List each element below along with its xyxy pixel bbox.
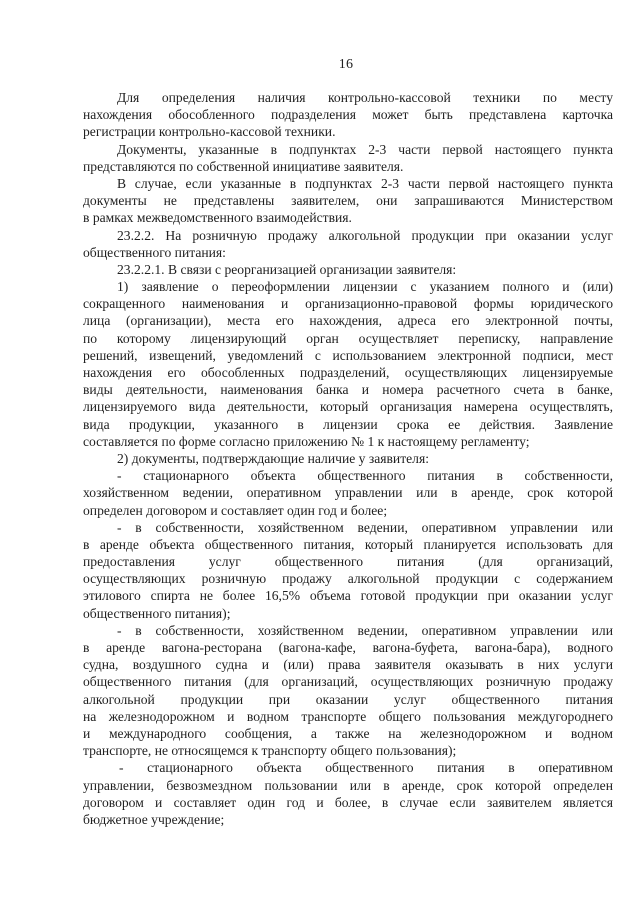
text-line: договором и составляет один год и более, в случае если заявителем является bbox=[83, 794, 613, 810]
text-line: алкогольной продукции при оказании услуг общественного питания bbox=[83, 691, 613, 707]
text-line: предоставления услуг общественного питания (для организаций, bbox=[83, 554, 613, 570]
text-line: 23.2.2.1. В связи с реорганизацией организации заявителя: bbox=[117, 261, 457, 277]
text-line: составляется по форме согласно приложению № 1 к настоящему регламенту; bbox=[83, 433, 530, 449]
text-line: осуществляющих розничную продажу алкогольной продукции с содержанием bbox=[83, 571, 613, 587]
text-line: представляются по собственной инициативе заявителя. bbox=[83, 158, 404, 174]
text-line: транспорте, не относящемся к транспорту общего пользования); bbox=[83, 743, 457, 759]
text-line: управлении, безвозмездном пользовании или в аренде, срок которой определен bbox=[83, 777, 613, 793]
text-line: и международного сообщения, а также на железнодорожном и водном bbox=[83, 725, 613, 741]
text-line: В случае, если указанные в подпунктах 2-3 части первой настоящего пункта bbox=[117, 175, 613, 191]
text-line: сокращенного наименования и организационно-правовой формы юридического bbox=[83, 296, 613, 312]
text-line: лица (организации), места его нахождения, адреса его электронной почты, bbox=[83, 313, 613, 329]
text-line: вида продукции, указанного в лицензии срока ее действия. Заявление bbox=[83, 416, 613, 432]
text-line: - в собственности, хозяйственном ведении, оперативном управлении или bbox=[117, 622, 613, 638]
text-line: лицензируемого вида деятельности, который организация намерена осуществлять, bbox=[83, 399, 613, 415]
text-line: определен договором и составляет один год и более; bbox=[83, 502, 388, 518]
text-line: Для определения наличия контрольно-кассовой техники по месту bbox=[117, 90, 613, 105]
text-line: общественного питания: bbox=[83, 244, 226, 260]
text-line: в аренде вагона-ресторана (вагона-кафе, вагона-буфета, вагона-бара), водного bbox=[83, 640, 613, 655]
text-line: 2) документы, подтверждающие наличие у заявителя: bbox=[117, 450, 429, 466]
text-line: нахождения обособленного подразделения может быть представлена карточка bbox=[83, 107, 613, 123]
text-line: регистрации контрольно-кассовой техники. bbox=[83, 124, 336, 140]
text-line: нахождения его обособленных подразделений, осуществляющих лицензируемые bbox=[83, 365, 613, 380]
text-line: в рамках межведомственного взаимодействия. bbox=[83, 210, 352, 226]
text-line: на железнодорожном и водном транспорте общего пользования междугороднего bbox=[83, 708, 613, 724]
page-number: 16 bbox=[338, 57, 354, 72]
text-line: по которому лицензирующий орган осуществляет переписку, направление bbox=[83, 330, 613, 346]
text-line: хозяйственном ведении, оперативном управлении или в аренде, срок которой bbox=[83, 485, 613, 501]
text-line: этилового спирта не более 16,5% объема готовой продукции при оказании услуг bbox=[83, 588, 613, 604]
text-line: документы не представлены заявителем, они запрашиваются Министерством bbox=[83, 193, 613, 209]
text-line: общественного питания (для организаций, осуществляющих розничную продажу bbox=[83, 674, 613, 690]
text-line: - стационарного объекта общественного питания в собственности, bbox=[117, 468, 613, 484]
text-line: 23.2.2. На розничную продажу алкогольной продукции при оказании услуг bbox=[117, 227, 613, 243]
text-line: Документы, указанные в подпунктах 2-3 части первой настоящего пункта bbox=[117, 141, 613, 157]
text-line: - стационарного объекта общественного питания в оперативном bbox=[119, 760, 613, 776]
text-line: 1) заявление о переоформлении лицензии с указанием полного и (или) bbox=[117, 279, 613, 295]
text-line: общественного питания); bbox=[83, 605, 231, 621]
text-line: виды деятельности, наименования банка и номера расчетного счета в банке, bbox=[83, 382, 613, 398]
text-line: в аренде объекта общественного питания, который планируется использовать для bbox=[83, 536, 613, 552]
text-line: судна, воздушного судна и (или) права заявителя оказывать в них услуги bbox=[83, 657, 613, 673]
document-body bbox=[83, 89, 613, 828]
text-line: решений, извещений, уведомлений с использованием электронной подписи, мест bbox=[83, 347, 613, 363]
text-line: - в собственности, хозяйственном ведении, оперативном управлении или bbox=[117, 519, 613, 535]
text-line: бюджетное учреждение; bbox=[83, 811, 225, 827]
